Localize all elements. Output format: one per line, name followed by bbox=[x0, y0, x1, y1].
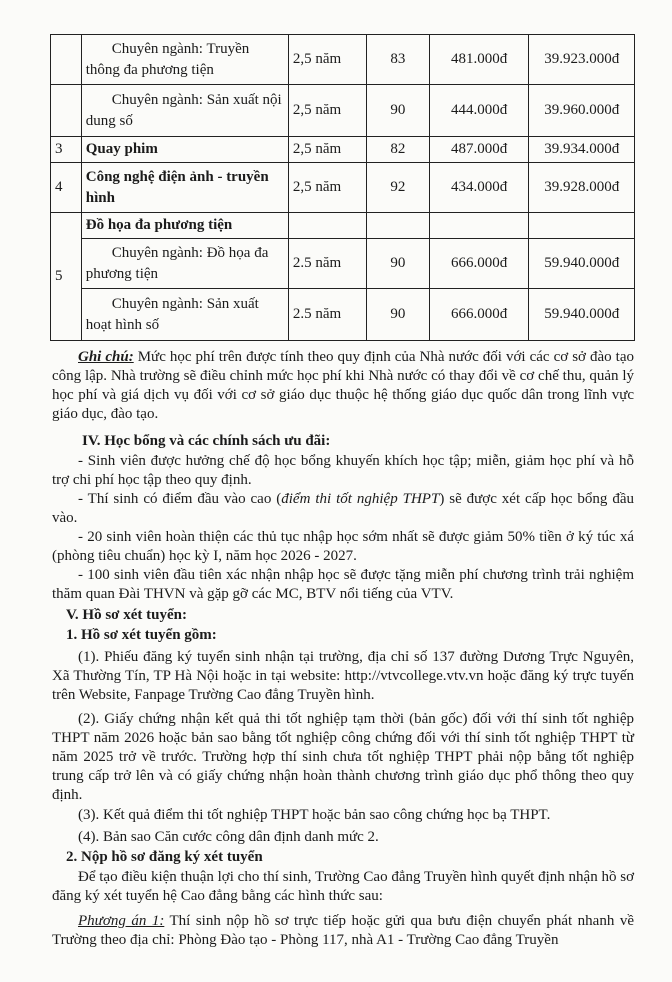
fee-per-credit: 434.000đ bbox=[429, 163, 529, 213]
note-paragraph bbox=[52, 348, 634, 424]
duration: 2,5 năm bbox=[288, 163, 366, 213]
major-name: Đồ họa đa phương tiện bbox=[81, 213, 288, 239]
section-4-item-4: - 100 sinh viên đầu tiên xác nhận nhập học sẽ được tặng miễn phí chương trình trải nghiệm thăm quan Đài THVN và gặp gỡ các MC, BTV nổi tiếng của VTV. bbox=[52, 567, 634, 602]
table-row bbox=[51, 85, 635, 137]
table-row bbox=[51, 163, 635, 213]
table-row bbox=[51, 35, 635, 85]
fee-per-credit: 481.000đ bbox=[429, 35, 529, 85]
credits bbox=[366, 213, 429, 239]
total-fee: 39.960.000đ bbox=[529, 85, 635, 137]
note-label: Ghi chú: bbox=[78, 349, 134, 365]
major-name: Chuyên ngành: Đồ họa đa phương tiện bbox=[85, 244, 269, 282]
document-item-3: (3). Kết quả điểm thi tốt nghiệp THPT hoặc bản sao công chứng học bạ THPT. bbox=[78, 807, 551, 823]
table-row bbox=[51, 289, 635, 341]
credits: 82 bbox=[366, 137, 429, 163]
total-fee: 59.940.000đ bbox=[529, 239, 635, 289]
fee-per-credit: 487.000đ bbox=[429, 137, 529, 163]
fee-per-credit: 666.000đ bbox=[429, 239, 529, 289]
credits: 83 bbox=[366, 35, 429, 85]
section-4-title: IV. Học bổng và các chính sách ưu đãi: bbox=[82, 433, 331, 449]
duration: 2.5 năm bbox=[288, 289, 366, 341]
duration: 2,5 năm bbox=[288, 35, 366, 85]
row-number bbox=[51, 85, 82, 137]
major-name: Chuyên ngành: Truyền thông đa phương tiện bbox=[85, 40, 250, 78]
row-number: 5 bbox=[51, 213, 82, 341]
credits: 90 bbox=[366, 289, 429, 341]
section-5-title: V. Hồ sơ xét tuyển: bbox=[66, 607, 187, 623]
fee-per-credit: 666.000đ bbox=[429, 289, 529, 341]
duration: 2,5 năm bbox=[288, 85, 366, 137]
option-1 bbox=[52, 912, 634, 950]
major-name: Chuyên ngành: Sản xuất nội dung số bbox=[85, 91, 282, 129]
section-5-subheading-1: 1. Hồ sơ xét tuyển gồm: bbox=[66, 627, 217, 643]
credits: 90 bbox=[366, 85, 429, 137]
credits: 92 bbox=[366, 163, 429, 213]
total-fee: 39.923.000đ bbox=[529, 35, 635, 85]
row-number: 4 bbox=[51, 163, 82, 213]
document-item-1: (1). Phiếu đăng ký tuyển sinh nhận tại trường, địa chỉ số 137 đường Dương Trực Nguyên, Xã Thường Tín, TP Hà Nội hoặc in tại website: http://vtvcollege.vtv.vn hoặc đăng ký trực tuyến trên Website, Fanpage Trường Cao đẳng Truyền hình. bbox=[52, 649, 634, 703]
duration: 2.5 năm bbox=[288, 239, 366, 289]
option-1-text: Thí sinh nộp hồ sơ trực tiếp hoặc gửi qua bưu điện chuyển phát nhanh về Trường theo địa chỉ: Phòng Đào tạo - Phòng 117, nhà A1 - Trường Cao đẳng Truyền bbox=[52, 913, 634, 948]
table-row bbox=[51, 213, 635, 239]
credits: 90 bbox=[366, 239, 429, 289]
section-4-item-2: - Thí sinh có điểm đầu vào cao (điểm thi tốt nghiệp THPT) sẽ được xét cấp học bổng đầu vào. bbox=[52, 491, 634, 526]
section-5-subheading-2: 2. Nộp hồ sơ đăng ký xét tuyển bbox=[66, 849, 263, 865]
total-fee: 59.940.000đ bbox=[529, 289, 635, 341]
table-row bbox=[51, 239, 635, 289]
row-number bbox=[51, 35, 82, 85]
table-row bbox=[51, 137, 635, 163]
duration bbox=[288, 213, 366, 239]
section-4-item-3: - 20 sinh viên hoàn thiện các thủ tục nhập học sớm nhất sẽ được giảm 50% tiền ở ký túc xá (phòng tiêu chuẩn) học kỳ I, năm học 2026 - 2027. bbox=[52, 529, 634, 564]
fee-per-credit: 444.000đ bbox=[429, 85, 529, 137]
major-name: Chuyên ngành: Sản xuất hoạt hình số bbox=[85, 295, 259, 333]
section-4-item-1: - Sinh viên được hưởng chế độ học bổng khuyến khích học tập; miễn, giảm học phí và hỗ trợ chi phí học tập theo quy định. bbox=[52, 453, 634, 488]
note-text: Mức học phí trên được tính theo quy định của Nhà nước đối với các cơ sở đào tạo công lập. Nhà trường sẽ điều chỉnh mức học phí khi Nhà nước có thay đổi về cơ chế thu, quản lý học phí và giá dịch vụ đối với cơ sở giáo dục thuộc hệ thống giáo dục quốc dân trong lĩnh vực giáo dục, đào tạo. bbox=[52, 349, 634, 422]
major-name: Công nghệ điện ảnh - truyền hình bbox=[81, 163, 288, 213]
major-name: Quay phim bbox=[81, 137, 288, 163]
fee-per-credit bbox=[429, 213, 529, 239]
duration: 2,5 năm bbox=[288, 137, 366, 163]
total-fee: 39.928.000đ bbox=[529, 163, 635, 213]
tuition-table bbox=[50, 34, 635, 341]
document-item-2: (2). Giấy chứng nhận kết quả thi tốt nghiệp tạm thời (bản gốc) đối với thí sinh tốt nghiệp THPT năm 2026 hoặc bản sao bằng tốt nghiệp công chứng đối với thí sinh tốt nghiệp THPT từ năm 2025 trở về trước. Trường hợp thí sinh chưa tốt nghiệp THPT phải nộp bằng tốt nghiệp trung cấp trở lên và có giấy chứng nhận hoàn thành chương trình giáo dục phổ thông theo quy định. bbox=[52, 711, 634, 803]
option-1-label: Phương án 1: bbox=[78, 913, 165, 929]
document-item-4: (4). Bản sao Căn cước công dân định danh mức 2. bbox=[78, 829, 379, 845]
row-number: 3 bbox=[51, 137, 82, 163]
total-fee: 39.934.000đ bbox=[529, 137, 635, 163]
total-fee bbox=[529, 213, 635, 239]
submission-intro: Để tạo điều kiện thuận lợi cho thí sinh, Trường Cao đẳng Truyền hình quyết định nhận hồ sơ đăng ký xét tuyển hệ Cao đẳng bằng các hình thức sau: bbox=[52, 869, 634, 904]
